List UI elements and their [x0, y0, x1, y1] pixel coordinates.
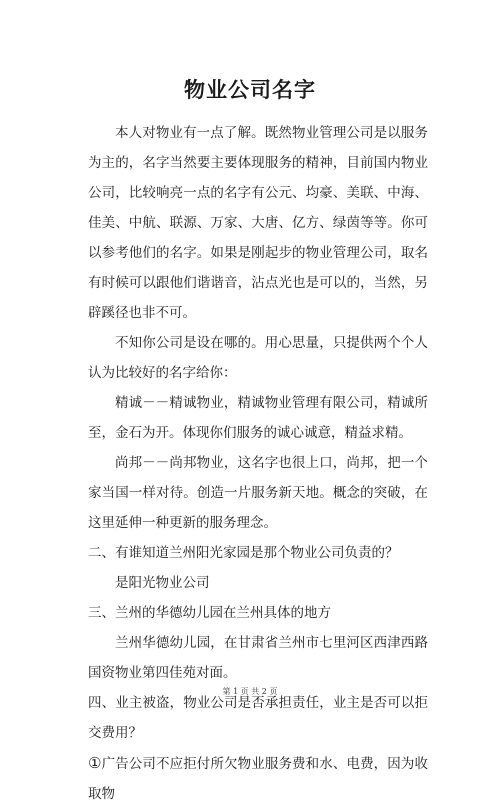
paragraph-shangbang: 尚邦－－尚邦物业，这名字也很上口，尚邦，把一个家当国一样对待。创造一片服务新天地。概念的突破，在这里延伸一种更新的服务理念。	[88, 455, 428, 531]
answer-four	[88, 748, 428, 809]
document-body	[88, 118, 428, 809]
answer-two: 是阳光物业公司	[115, 575, 210, 591]
question-four: 四、业主被盗，物业公司是否承担责任，业主是否可以拒交费用？	[88, 695, 428, 741]
paragraph-intro: 本人对物业有一点了解。既然物业管理公司是以服务为主的，名字当然要主要体现服务的精神，目前国内物业公司，比较响亮一点的名字有公元、均豪、美联、中海、佳美、中航、联源、万家、大唐、亿方、绿茵等等。你可以参考他们的名字。如果是刚起步的物业管理公司，取名有时候可以跟他们谐谐音，沾点光也是可以的，当然，另辟蹊径也非不可。	[88, 125, 428, 321]
page-title: 物业公司名字	[184, 77, 316, 102]
paragraph-suggestion: 不知你公司是设在哪的。用心思量，只提供两个个人认为比较好的名字给你：	[88, 335, 428, 381]
answer-three: 兰州华德幼儿园，在甘肃省兰州市七里河区西津西路国资物业第四佳苑对面。	[88, 635, 428, 681]
paragraph-jingcheng: 精诚－－精诚物业，精诚物业管理有限公司，精诚所至，金石为开。体现你们服务的诚心诚意，精益求精。	[88, 395, 428, 441]
page-footer: 第 1 页 共 2 页	[222, 687, 278, 696]
circled-number-one-marker: ①	[88, 754, 102, 772]
question-three: 三、兰州的华德幼儿园在兰州具体的地方	[88, 605, 331, 621]
answer-four-text: 广告公司不应拒付所欠物业服务费和水、电费，因为收取物	[88, 756, 429, 802]
question-two: 二、有谁知道兰州阳光家园是那个物业公司负责的？	[88, 545, 399, 561]
